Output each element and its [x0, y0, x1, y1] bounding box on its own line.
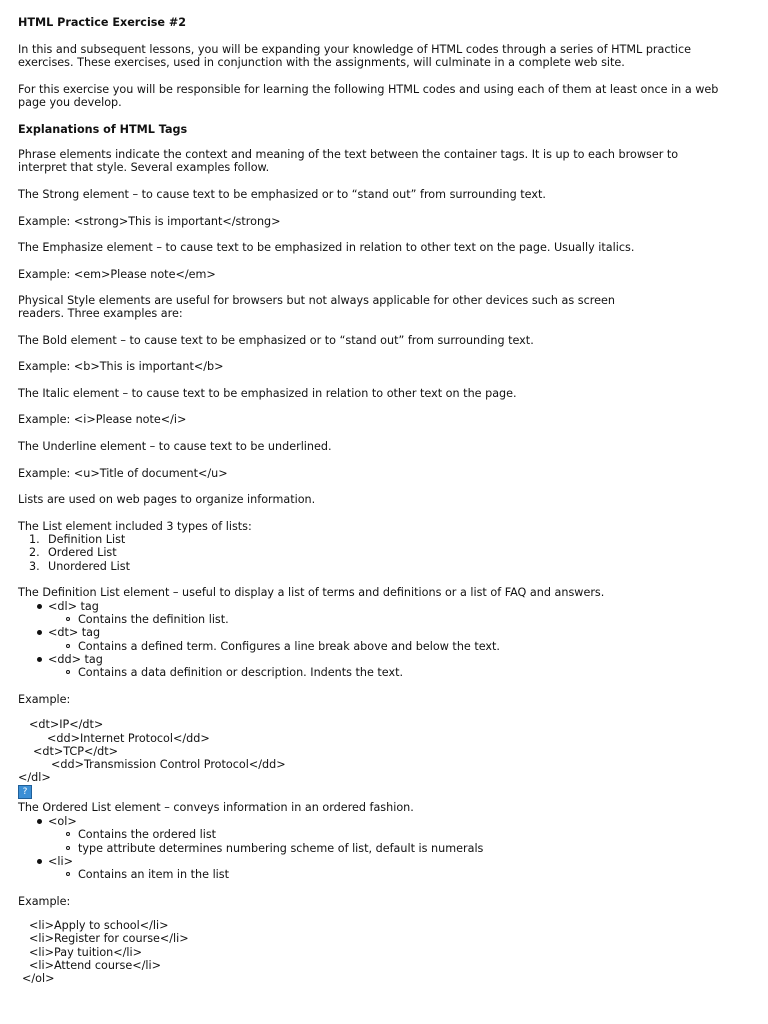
- list-item: Definition List: [48, 533, 126, 546]
- strong-description: The Strong element – to cause text to be emphasized or to “stand out” from surrounding text.: [18, 188, 546, 201]
- underline-description: The Underline element – to cause text to be underlined.: [18, 440, 332, 453]
- list-item-number: 3.: [29, 560, 40, 573]
- phrase-paragraph-line-1: Phrase elements indicate the context and meaning of the text between the container tags. It is up to each browser to: [18, 148, 679, 161]
- code-line: <dd>Transmission Control Protocol</dd>: [51, 758, 286, 771]
- page-title: HTML Practice Exercise #2: [18, 16, 187, 29]
- intro-paragraph: In this and subsequent lessons, you will be expanding your knowledge of HTML codes through a series of HTML practice exercises. These exercises, used in conjunction with the assignments, will culminate in a complete web site.: [18, 43, 692, 70]
- circle-bullet-icon: [66, 617, 70, 621]
- code-line: <dt>TCP</dt>: [33, 745, 118, 758]
- bullet-icon: [37, 604, 42, 609]
- list-item: Unordered List: [48, 560, 130, 573]
- code-line: </ol>: [22, 972, 55, 985]
- list-types-intro: The List element included 3 types of lists:: [18, 520, 252, 533]
- tag-item: <dt> tag: [48, 626, 101, 639]
- code-line: <li>Pay tuition</li>: [29, 946, 142, 959]
- tag-item: <li>: [48, 855, 73, 868]
- tag-item: <dd> tag: [48, 653, 103, 666]
- list-item: Ordered List: [48, 546, 117, 559]
- example-label: Example:: [18, 895, 71, 908]
- tag-subitem: Contains a data definition or description. Indents the text.: [78, 666, 404, 679]
- bold-example: Example: <b>This is important</b>: [18, 360, 224, 373]
- circle-bullet-icon: [66, 670, 70, 674]
- explanations-heading: Explanations of HTML Tags: [18, 123, 188, 136]
- underline-example: Example: <u>Title of document</u>: [18, 467, 228, 480]
- tag-item: <dl> tag: [48, 600, 99, 613]
- bullet-icon: [37, 630, 42, 635]
- italic-example: Example: <i>Please note</i>: [18, 413, 187, 426]
- physical-paragraph-line-2: readers. Three examples are:: [18, 307, 183, 320]
- italic-description: The Italic element – to cause text to be emphasized in relation to other text on the page.: [18, 387, 517, 400]
- ol-description: The Ordered List element – conveys information in an ordered fashion.: [18, 801, 414, 814]
- lists-intro: Lists are used on web pages to organize information.: [18, 493, 316, 506]
- code-line: <li>Register for course</li>: [29, 932, 189, 945]
- bullet-icon: [37, 657, 42, 662]
- list-item-number: 1.: [29, 533, 40, 546]
- code-line: </dl>: [18, 771, 51, 784]
- physical-paragraph-line-1: Physical Style elements are useful for browsers but not always applicable for other devices such as screen: [18, 294, 615, 307]
- intro-paragraph-2: For this exercise you will be responsible for learning the following HTML codes and using each of them at least once in a web page you develop.: [18, 83, 719, 110]
- list-item-number: 2.: [29, 546, 40, 559]
- em-description: The Emphasize element – to cause text to be emphasized in relation to other text on the page. Usually italics.: [18, 241, 635, 254]
- tag-subitem: Contains the ordered list: [78, 828, 217, 841]
- phrase-paragraph-line-2: interpret that style. Several examples follow.: [18, 161, 270, 174]
- bold-description: The Bold element – to cause text to be emphasized or to “stand out” from surrounding text.: [18, 334, 534, 347]
- dl-description: The Definition List element – useful to display a list of terms and definitions or a list of FAQ and answers.: [18, 586, 605, 599]
- code-line: <li>Attend course</li>: [29, 959, 161, 972]
- tag-subitem: Contains an item in the list: [78, 868, 230, 881]
- circle-bullet-icon: [66, 872, 70, 876]
- circle-bullet-icon: [66, 846, 70, 850]
- circle-bullet-icon: [66, 832, 70, 836]
- broken-image-icon: ?: [18, 785, 32, 799]
- circle-bullet-icon: [66, 644, 70, 648]
- bullet-icon: [37, 819, 42, 824]
- code-line: <li>Apply to school</li>: [29, 919, 169, 932]
- strong-example: Example: <strong>This is important</strong>: [18, 215, 281, 228]
- code-line: <dd>Internet Protocol</dd>: [47, 732, 210, 745]
- em-example: Example: <em>Please note</em>: [18, 268, 216, 281]
- tag-item: <ol>: [48, 815, 77, 828]
- code-line: <dt>IP</dt>: [29, 718, 104, 731]
- tag-subitem: Contains a defined term. Configures a line break above and below the text.: [78, 640, 500, 653]
- tag-subitem: Contains the definition list.: [78, 613, 229, 626]
- example-label: Example:: [18, 693, 71, 706]
- bullet-icon: [37, 859, 42, 864]
- tag-subitem: type attribute determines numbering scheme of list, default is numerals: [78, 842, 484, 855]
